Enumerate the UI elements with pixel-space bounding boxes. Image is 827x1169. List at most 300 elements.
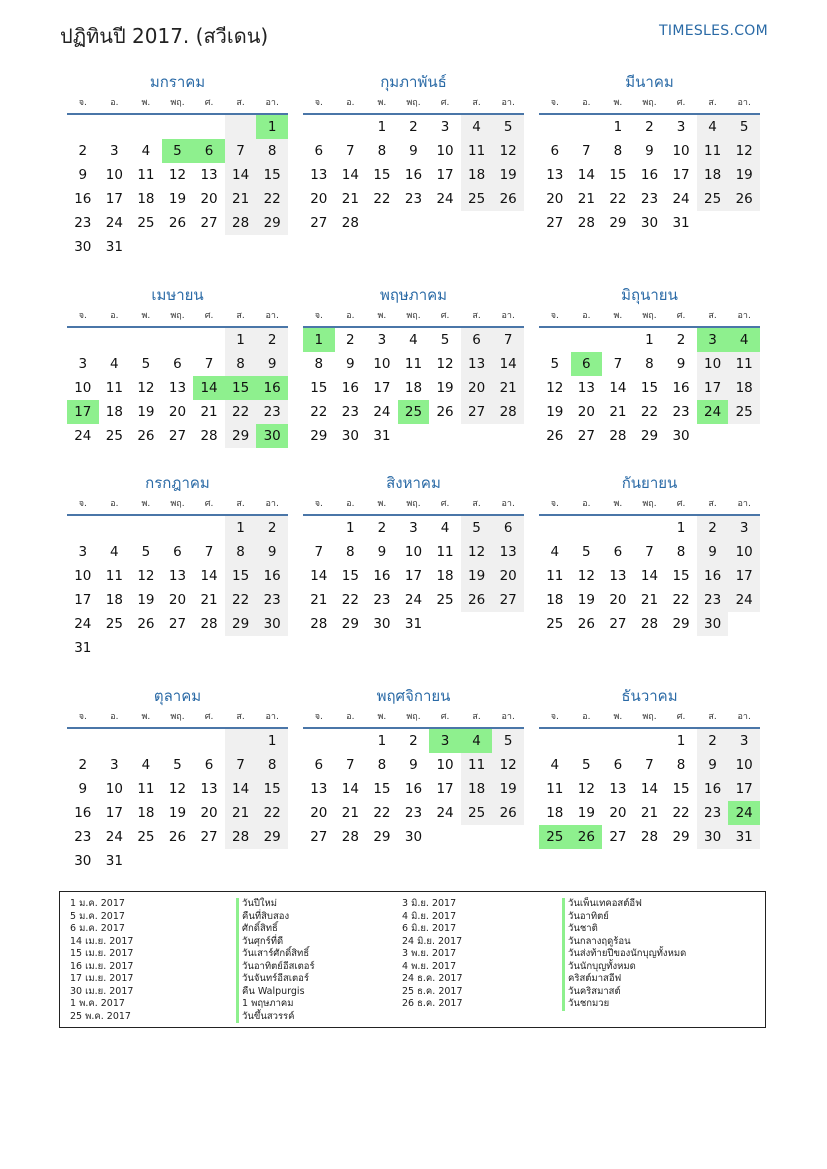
day-cell[interactable]: 17 [404,568,423,584]
day-cell[interactable]: 10 [373,356,391,372]
day-cell[interactable]: 16 [341,380,359,396]
day-cell[interactable]: 17 [436,167,454,183]
day-cell[interactable]: 27 [577,428,595,444]
day-cell[interactable]: 26 [492,187,524,211]
day-cell[interactable]: 23 [697,588,729,612]
day-cell[interactable]: 7 [204,356,214,372]
day-cell[interactable]: 4 [110,544,119,560]
day-cell[interactable]: 24 [728,588,760,612]
day-cell[interactable]: 20 [168,592,187,608]
day-cell[interactable]: 3 [676,119,686,135]
day-cell[interactable]: 12 [546,380,564,396]
day-cell[interactable]: 30 [256,612,288,636]
day-cell[interactable]: 10 [728,753,760,777]
day-cell[interactable]: 1 [256,729,288,753]
day-cell[interactable]: 3 [440,119,450,135]
day-cell[interactable]: 6 [193,139,225,163]
day-cell[interactable]: 13 [310,167,328,183]
day-cell[interactable]: 25 [728,400,760,424]
day-cell[interactable]: 18 [546,592,564,608]
day-cell[interactable]: 19 [492,777,524,801]
day-cell[interactable]: 13 [546,167,564,183]
day-cell[interactable]: 25 [137,215,155,231]
day-cell[interactable]: 1 [303,328,335,352]
day-cell[interactable]: 9 [409,143,418,159]
day-cell[interactable]: 10 [728,540,760,564]
day-cell[interactable]: 23 [672,404,690,420]
day-cell[interactable]: 16 [256,564,288,588]
day-cell[interactable]: 12 [137,380,155,396]
day-cell[interactable]: 31 [105,239,123,255]
day-cell[interactable]: 25 [137,829,155,845]
day-cell[interactable]: 6 [173,356,182,372]
day-cell[interactable]: 17 [74,592,92,608]
day-cell[interactable]: 2 [346,332,355,348]
day-cell[interactable]: 1 [225,516,257,540]
day-cell[interactable]: 19 [168,191,187,207]
day-cell[interactable]: 1 [676,520,686,536]
day-cell[interactable]: 29 [256,825,288,849]
day-cell[interactable]: 15 [256,163,288,187]
day-cell[interactable]: 9 [346,356,355,372]
day-cell[interactable]: 1 [377,119,387,135]
day-cell[interactable]: 24 [74,428,92,444]
day-cell[interactable]: 4 [110,356,119,372]
day-cell[interactable]: 8 [613,143,623,159]
day-cell[interactable]: 4 [728,328,760,352]
day-cell[interactable]: 30 [74,853,92,869]
day-cell[interactable]: 11 [105,380,123,396]
day-cell[interactable]: 2 [78,143,88,159]
day-cell[interactable]: 3 [728,516,760,540]
day-cell[interactable]: 17 [672,167,690,183]
day-cell[interactable]: 19 [137,404,155,420]
day-cell[interactable]: 10 [74,380,92,396]
day-cell[interactable]: 23 [341,404,359,420]
day-cell[interactable]: 5 [461,516,493,540]
day-cell[interactable]: 24 [404,592,423,608]
day-cell[interactable]: 5 [582,544,591,560]
day-cell[interactable]: 28 [225,211,257,235]
day-cell[interactable]: 1 [346,520,355,536]
day-cell[interactable]: 7 [645,757,654,773]
day-cell[interactable]: 8 [314,356,324,372]
day-cell[interactable]: 18 [105,592,123,608]
day-cell[interactable]: 8 [225,540,257,564]
day-cell[interactable]: 4 [550,757,560,773]
day-cell[interactable]: 15 [373,781,391,797]
day-cell[interactable]: 15 [256,777,288,801]
day-cell[interactable]: 14 [609,380,627,396]
day-cell[interactable]: 14 [577,167,595,183]
day-cell[interactable]: 12 [168,167,187,183]
day-cell[interactable]: 26 [137,428,155,444]
day-cell[interactable]: 11 [546,781,564,797]
day-cell[interactable]: 28 [609,428,627,444]
day-cell[interactable]: 29 [640,428,659,444]
day-cell[interactable]: 31 [404,616,423,632]
day-cell[interactable]: 23 [256,588,288,612]
day-cell[interactable]: 18 [461,163,493,187]
day-cell[interactable]: 5 [728,115,760,139]
day-cell[interactable]: 13 [310,781,328,797]
day-cell[interactable]: 28 [200,428,218,444]
day-cell[interactable]: 17 [105,191,123,207]
day-cell[interactable]: 26 [137,616,155,632]
day-cell[interactable]: 22 [341,592,359,608]
day-cell[interactable]: 25 [461,187,493,211]
day-cell[interactable]: 16 [74,805,92,821]
day-cell[interactable]: 31 [373,428,391,444]
day-cell[interactable]: 20 [168,404,187,420]
day-cell[interactable]: 4 [409,332,418,348]
day-cell[interactable]: 20 [461,376,493,400]
day-cell[interactable]: 25 [398,400,430,424]
day-cell[interactable]: 15 [225,564,257,588]
day-cell[interactable]: 10 [697,352,729,376]
day-cell[interactable]: 21 [310,592,328,608]
day-cell[interactable]: 24 [672,191,690,207]
day-cell[interactable]: 3 [110,143,119,159]
day-cell[interactable]: 22 [609,191,627,207]
day-cell[interactable]: 2 [697,516,729,540]
day-cell[interactable]: 23 [256,400,288,424]
day-cell[interactable]: 13 [577,380,595,396]
day-cell[interactable]: 7 [225,753,257,777]
day-cell[interactable]: 12 [492,139,524,163]
day-cell[interactable]: 26 [436,404,454,420]
day-cell[interactable]: 4 [550,544,560,560]
day-cell[interactable]: 19 [137,592,155,608]
brand-link[interactable]: TIMESLES.COM [659,23,768,39]
day-cell[interactable]: 28 [310,616,328,632]
day-cell[interactable]: 18 [461,777,493,801]
day-cell[interactable]: 29 [310,428,328,444]
day-cell[interactable]: 25 [105,428,123,444]
day-cell[interactable]: 23 [373,592,391,608]
day-cell[interactable]: 6 [613,544,623,560]
day-cell[interactable]: 26 [546,428,564,444]
day-cell[interactable]: 23 [74,829,92,845]
day-cell[interactable]: 14 [193,376,225,400]
day-cell[interactable]: 31 [728,825,760,849]
day-cell[interactable]: 9 [78,781,88,797]
day-cell[interactable]: 26 [168,829,187,845]
day-cell[interactable]: 26 [577,616,595,632]
day-cell[interactable]: 12 [137,568,155,584]
day-cell[interactable]: 30 [640,215,659,231]
day-cell[interactable]: 23 [697,801,729,825]
day-cell[interactable]: 2 [645,119,654,135]
day-cell[interactable]: 3 [78,356,88,372]
day-cell[interactable]: 22 [310,404,328,420]
day-cell[interactable]: 27 [200,215,218,231]
day-cell[interactable]: 11 [461,753,493,777]
day-cell[interactable]: 13 [168,568,187,584]
day-cell[interactable]: 7 [582,143,591,159]
day-cell[interactable]: 13 [461,352,493,376]
day-cell[interactable]: 27 [609,829,627,845]
day-cell[interactable]: 5 [492,115,524,139]
day-cell[interactable]: 9 [645,143,654,159]
day-cell[interactable]: 24 [74,616,92,632]
day-cell[interactable]: 6 [571,352,603,376]
day-cell[interactable]: 3 [78,544,88,560]
day-cell[interactable]: 7 [346,757,355,773]
day-cell[interactable]: 11 [461,139,493,163]
day-cell[interactable]: 19 [728,163,760,187]
day-cell[interactable]: 22 [256,187,288,211]
day-cell[interactable]: 8 [645,356,654,372]
day-cell[interactable]: 4 [141,757,151,773]
day-cell[interactable]: 28 [640,616,659,632]
day-cell[interactable]: 18 [105,404,123,420]
day-cell[interactable]: 8 [256,753,288,777]
day-cell[interactable]: 29 [672,829,690,845]
day-cell[interactable]: 21 [341,805,359,821]
day-cell[interactable]: 16 [697,564,729,588]
day-cell[interactable]: 11 [137,781,155,797]
day-cell[interactable]: 1 [256,115,288,139]
day-cell[interactable]: 16 [256,376,288,400]
day-cell[interactable]: 4 [461,729,493,753]
day-cell[interactable]: 18 [546,805,564,821]
day-cell[interactable]: 18 [137,191,155,207]
day-cell[interactable]: 2 [409,119,418,135]
day-cell[interactable]: 16 [404,167,423,183]
day-cell[interactable]: 12 [728,139,760,163]
day-cell[interactable]: 3 [409,520,418,536]
day-cell[interactable]: 26 [168,215,187,231]
day-cell[interactable]: 28 [200,616,218,632]
day-cell[interactable]: 29 [373,829,391,845]
day-cell[interactable]: 16 [373,568,391,584]
day-cell[interactable]: 14 [341,781,359,797]
day-cell[interactable]: 14 [341,167,359,183]
day-cell[interactable]: 8 [346,544,355,560]
day-cell[interactable]: 5 [141,544,151,560]
day-cell[interactable]: 29 [256,211,288,235]
day-cell[interactable]: 29 [225,424,257,448]
day-cell[interactable]: 20 [546,191,564,207]
day-cell[interactable]: 14 [640,568,659,584]
day-cell[interactable]: 22 [640,404,659,420]
day-cell[interactable]: 30 [697,612,729,636]
day-cell[interactable]: 19 [577,805,595,821]
day-cell[interactable]: 25 [539,825,571,849]
day-cell[interactable]: 4 [697,115,729,139]
day-cell[interactable]: 30 [74,239,92,255]
day-cell[interactable]: 26 [728,187,760,211]
day-cell[interactable]: 25 [436,592,454,608]
day-cell[interactable]: 18 [697,163,729,187]
day-cell[interactable]: 24 [105,829,123,845]
day-cell[interactable]: 26 [492,801,524,825]
day-cell[interactable]: 19 [577,592,595,608]
day-cell[interactable]: 6 [314,757,324,773]
day-cell[interactable]: 12 [577,781,595,797]
day-cell[interactable]: 28 [577,215,595,231]
day-cell[interactable]: 7 [204,544,214,560]
day-cell[interactable]: 15 [373,167,391,183]
day-cell[interactable]: 11 [728,352,760,376]
day-cell[interactable]: 31 [672,215,690,231]
day-cell[interactable]: 6 [613,757,623,773]
day-cell[interactable]: 21 [640,592,659,608]
day-cell[interactable]: 30 [404,829,423,845]
day-cell[interactable]: 22 [373,191,391,207]
day-cell[interactable]: 10 [436,143,454,159]
day-cell[interactable]: 31 [105,853,123,869]
day-cell[interactable]: 28 [341,215,359,231]
day-cell[interactable]: 22 [256,801,288,825]
day-cell[interactable]: 24 [697,400,729,424]
day-cell[interactable]: 21 [200,404,218,420]
day-cell[interactable]: 12 [436,356,454,372]
day-cell[interactable]: 5 [173,757,182,773]
day-cell[interactable]: 25 [697,187,729,211]
day-cell[interactable]: 19 [436,380,454,396]
day-cell[interactable]: 13 [200,781,218,797]
day-cell[interactable]: 26 [461,588,493,612]
day-cell[interactable]: 12 [168,781,187,797]
day-cell[interactable]: 27 [168,428,187,444]
day-cell[interactable]: 19 [546,404,564,420]
day-cell[interactable]: 14 [310,568,328,584]
day-cell[interactable]: 11 [105,568,123,584]
day-cell[interactable]: 22 [672,592,690,608]
day-cell[interactable]: 1 [645,332,654,348]
day-cell[interactable]: 10 [404,544,423,560]
day-cell[interactable]: 8 [377,757,387,773]
day-cell[interactable]: 10 [436,757,454,773]
day-cell[interactable]: 27 [200,829,218,845]
day-cell[interactable]: 8 [256,139,288,163]
day-cell[interactable]: 5 [440,332,450,348]
day-cell[interactable]: 12 [492,753,524,777]
day-cell[interactable]: 20 [200,191,218,207]
day-cell[interactable]: 18 [404,380,423,396]
day-cell[interactable]: 15 [672,568,690,584]
day-cell[interactable]: 2 [697,729,729,753]
day-cell[interactable]: 8 [676,757,686,773]
day-cell[interactable]: 5 [141,356,151,372]
day-cell[interactable]: 13 [492,540,524,564]
day-cell[interactable]: 5 [582,757,591,773]
day-cell[interactable]: 30 [672,428,690,444]
day-cell[interactable]: 20 [609,592,627,608]
day-cell[interactable]: 3 [728,729,760,753]
day-cell[interactable]: 23 [640,191,659,207]
day-cell[interactable]: 13 [609,781,627,797]
day-cell[interactable]: 6 [461,328,493,352]
day-cell[interactable]: 27 [310,829,328,845]
day-cell[interactable]: 3 [377,332,387,348]
day-cell[interactable]: 18 [436,568,454,584]
day-cell[interactable]: 17 [697,376,729,400]
day-cell[interactable]: 3 [110,757,119,773]
day-cell[interactable]: 18 [137,805,155,821]
day-cell[interactable]: 10 [74,568,92,584]
day-cell[interactable]: 21 [200,592,218,608]
day-cell[interactable]: 9 [409,757,418,773]
day-cell[interactable]: 15 [310,380,328,396]
day-cell[interactable]: 6 [204,757,214,773]
day-cell[interactable]: 30 [256,424,288,448]
day-cell[interactable]: 11 [546,568,564,584]
day-cell[interactable]: 10 [672,143,690,159]
day-cell[interactable]: 8 [377,143,387,159]
day-cell[interactable]: 15 [640,380,659,396]
day-cell[interactable]: 20 [310,191,328,207]
day-cell[interactable]: 9 [256,352,288,376]
day-cell[interactable]: 4 [141,143,151,159]
day-cell[interactable]: 14 [225,777,257,801]
day-cell[interactable]: 15 [672,781,690,797]
day-cell[interactable]: 15 [225,376,257,400]
day-cell[interactable]: 30 [373,616,391,632]
day-cell[interactable]: 31 [74,640,92,656]
day-cell[interactable]: 24 [436,191,454,207]
day-cell[interactable]: 23 [74,215,92,231]
day-cell[interactable]: 28 [640,829,659,845]
day-cell[interactable]: 25 [461,801,493,825]
day-cell[interactable]: 9 [697,540,729,564]
day-cell[interactable]: 24 [105,215,123,231]
day-cell[interactable]: 19 [492,163,524,187]
day-cell[interactable]: 3 [697,328,729,352]
day-cell[interactable]: 16 [697,777,729,801]
day-cell[interactable]: 9 [676,356,686,372]
day-cell[interactable]: 21 [492,376,524,400]
day-cell[interactable]: 12 [461,540,493,564]
day-cell[interactable]: 9 [256,540,288,564]
day-cell[interactable]: 21 [609,404,627,420]
day-cell[interactable]: 11 [137,167,155,183]
day-cell[interactable]: 29 [672,616,690,632]
day-cell[interactable]: 27 [492,588,524,612]
day-cell[interactable]: 22 [225,588,257,612]
day-cell[interactable]: 17 [373,380,391,396]
day-cell[interactable]: 2 [377,520,387,536]
day-cell[interactable]: 1 [613,119,623,135]
day-cell[interactable]: 21 [225,187,257,211]
day-cell[interactable]: 1 [377,733,387,749]
day-cell[interactable]: 14 [200,568,218,584]
day-cell[interactable]: 21 [640,805,659,821]
day-cell[interactable]: 7 [314,544,324,560]
day-cell[interactable]: 5 [492,729,524,753]
day-cell[interactable]: 11 [697,139,729,163]
day-cell[interactable]: 2 [676,332,686,348]
day-cell[interactable]: 13 [168,380,187,396]
day-cell[interactable]: 21 [225,801,257,825]
day-cell[interactable]: 9 [377,544,387,560]
day-cell[interactable]: 15 [341,568,359,584]
day-cell[interactable]: 23 [404,191,423,207]
day-cell[interactable]: 7 [613,356,623,372]
day-cell[interactable]: 27 [546,215,564,231]
day-cell[interactable]: 13 [609,568,627,584]
day-cell[interactable]: 1 [676,733,686,749]
day-cell[interactable]: 11 [404,356,423,372]
day-cell[interactable]: 6 [173,544,182,560]
day-cell[interactable]: 17 [105,805,123,821]
day-cell[interactable]: 27 [609,616,627,632]
day-cell[interactable]: 16 [74,191,92,207]
day-cell[interactable]: 9 [78,167,88,183]
day-cell[interactable]: 2 [78,757,88,773]
